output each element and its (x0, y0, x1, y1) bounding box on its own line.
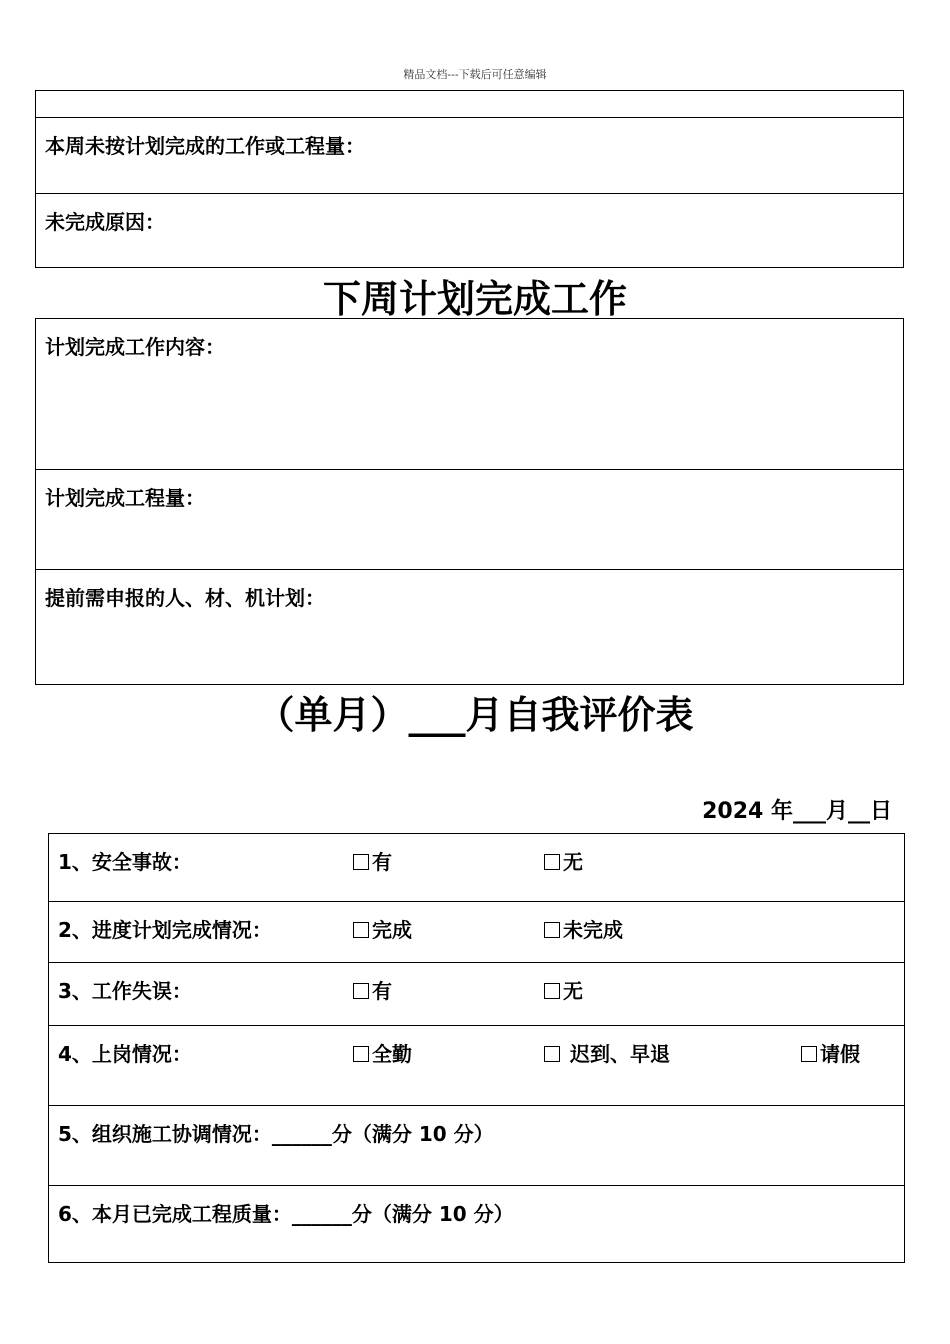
eval-label: 1、安全事故： (58, 850, 192, 874)
plan-quantity-label: 计划完成工程量： (45, 486, 205, 510)
self-evaluation-title: （单月）___月自我评价表 (256, 693, 694, 737)
next-week-plan-title: 下周计划完成工作 (322, 277, 627, 321)
unfinished-work-table (35, 90, 904, 268)
checkbox-icon[interactable] (544, 983, 560, 999)
eval-label: 6、本月已完成工程质量：______分（满分 10 分） (58, 1202, 514, 1226)
eval-label: 5、组织施工协调情况：______分（满分 10 分） (58, 1122, 494, 1146)
eval-row-progress (49, 901, 904, 962)
option-checkbox[interactable]: 迟到、早退 (544, 1038, 670, 1067)
option-checkbox[interactable]: 有 (353, 846, 392, 875)
checkbox-icon[interactable] (801, 1046, 817, 1062)
plan-content-row (36, 319, 903, 469)
unfinished-reason-label: 未完成原因： (45, 210, 165, 234)
checkbox-icon[interactable] (353, 1046, 369, 1062)
eval-row-safety (49, 834, 904, 901)
blank-row (36, 91, 903, 117)
eval-row-mistakes (49, 962, 904, 1025)
checkbox-icon[interactable] (544, 1046, 560, 1062)
eval-label: 2、进度计划完成情况： (58, 918, 272, 942)
next-week-plan-table (35, 318, 904, 685)
eval-row-coordination (49, 1105, 904, 1185)
unfinished-reason-row (36, 193, 903, 267)
option-checkbox[interactable]: 全勤 (353, 1038, 412, 1067)
option-checkbox[interactable]: 无 (544, 975, 583, 1004)
header-note: 精品文档---下载后可任意编辑 (403, 68, 547, 81)
checkbox-icon[interactable] (353, 854, 369, 870)
plan-quantity-row (36, 469, 903, 569)
option-checkbox[interactable]: 请假 (801, 1038, 860, 1067)
checkbox-icon[interactable] (353, 922, 369, 938)
option-checkbox[interactable]: 未完成 (544, 914, 623, 943)
option-checkbox[interactable]: 有 (353, 975, 392, 1004)
option-checkbox[interactable]: 完成 (353, 914, 412, 943)
eval-label: 4、上岗情况： (58, 1042, 192, 1066)
option-checkbox[interactable]: 无 (544, 846, 583, 875)
evaluation-date: 2024 年___月__日 (702, 799, 892, 824)
unfinished-work-label: 本周未按计划完成的工作或工程量： (45, 134, 365, 158)
checkbox-icon[interactable] (544, 922, 560, 938)
plan-content-label: 计划完成工作内容： (45, 335, 225, 359)
checkbox-icon[interactable] (353, 983, 369, 999)
self-evaluation-table (48, 833, 905, 1263)
resource-plan-row (36, 569, 903, 684)
resource-plan-label: 提前需申报的人、材、机计划： (45, 586, 325, 610)
eval-row-attendance (49, 1025, 904, 1105)
eval-label: 3、工作失误： (58, 979, 192, 1003)
eval-row-quality (49, 1185, 904, 1262)
checkbox-icon[interactable] (544, 854, 560, 870)
unfinished-work-row (36, 117, 903, 193)
